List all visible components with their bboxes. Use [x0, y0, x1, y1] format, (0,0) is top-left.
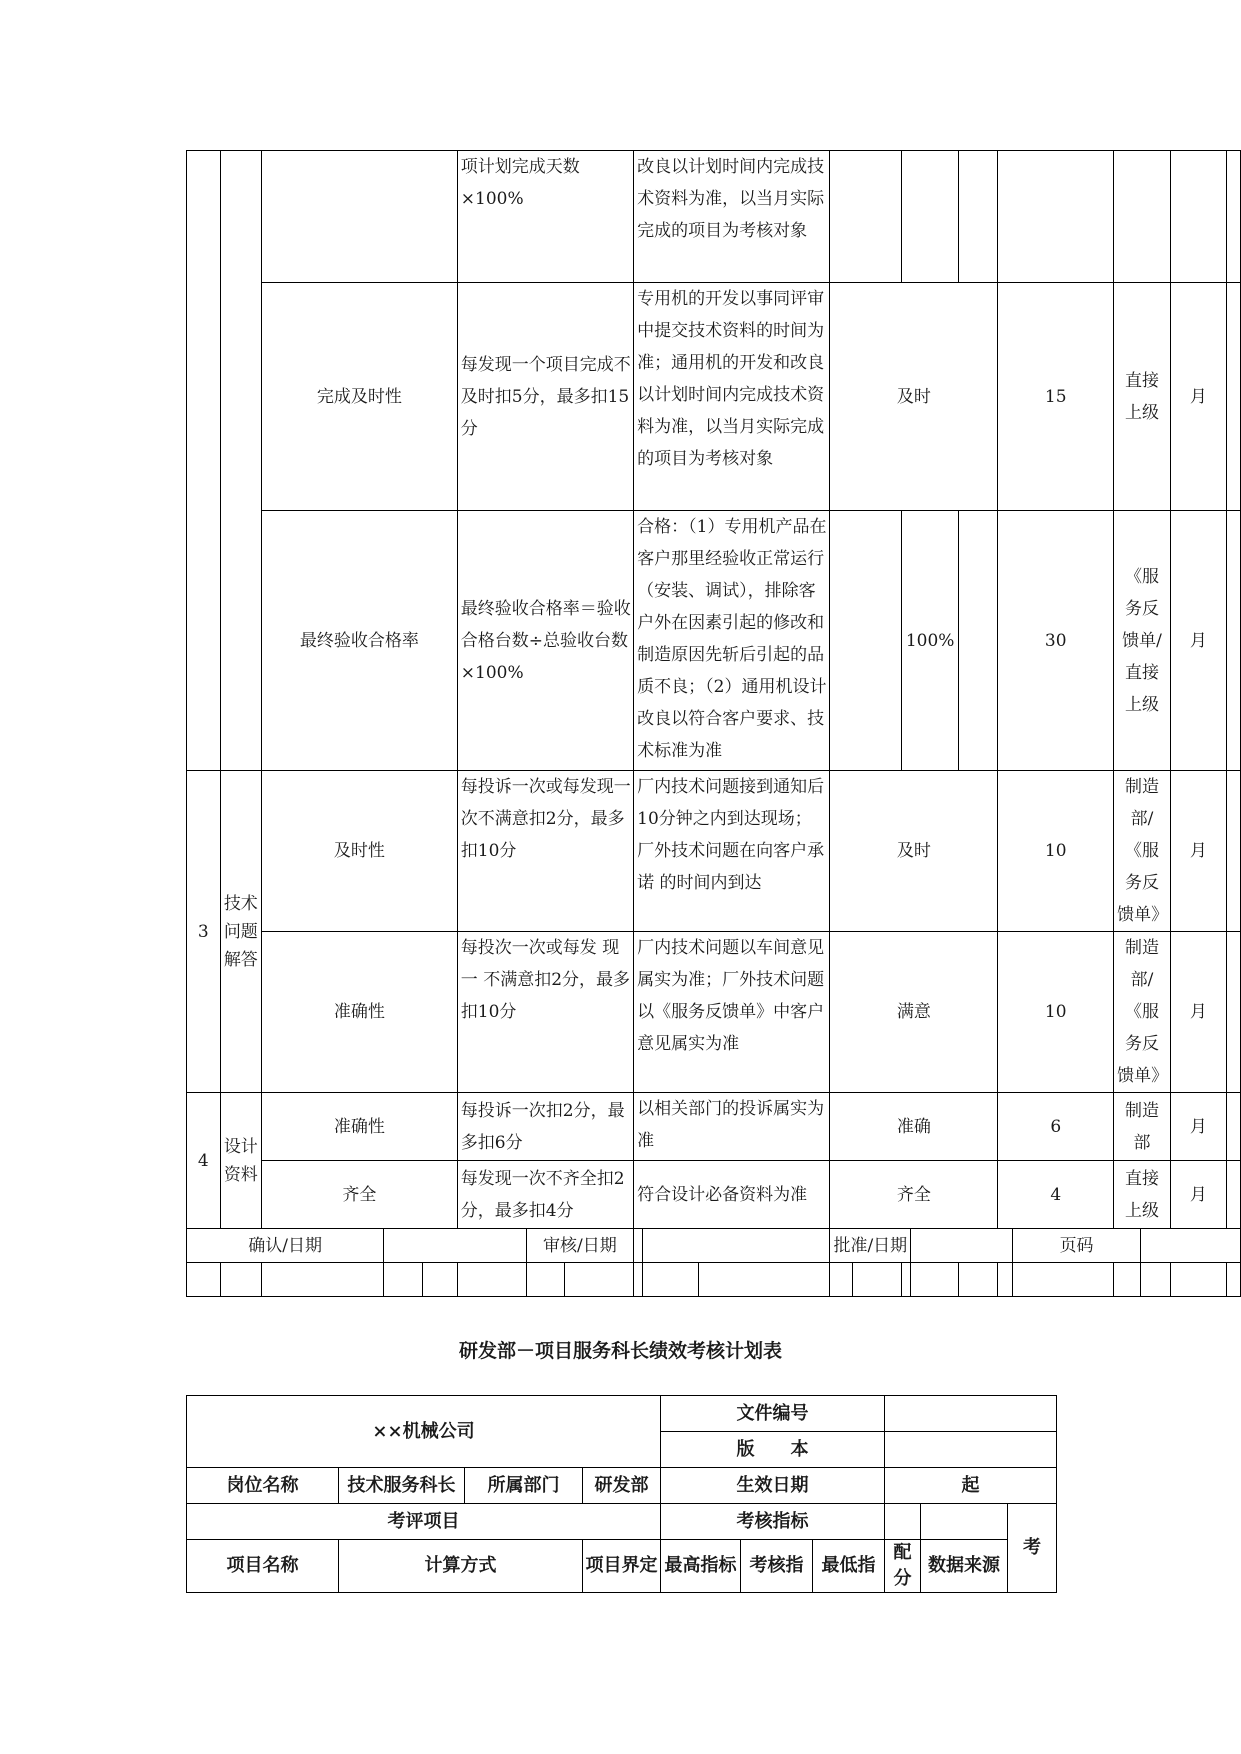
col-header: 考核指: [741, 1540, 813, 1593]
group-cell: [220, 151, 261, 771]
position-value: 技术服务科长: [339, 1468, 465, 1504]
score-cell: [998, 151, 1114, 283]
min-target-cell: [959, 151, 998, 283]
source-cell: [1114, 151, 1171, 283]
target-cell: 及时: [830, 771, 998, 932]
scope-cell: 厂内技术问题接到通知后10分钟之内到达现场；厂外技术问题在向客户承诺 的时间内到达: [634, 771, 830, 932]
col-header: 项目名称: [187, 1540, 339, 1593]
eval-index-header: 考核指标: [661, 1504, 885, 1540]
approve-date-label: 批准/日期: [830, 1229, 911, 1263]
blank-header: [885, 1504, 921, 1540]
item-cell: 准确性: [262, 1093, 458, 1161]
review-date-label: 审核/日期: [526, 1229, 634, 1263]
signature-row: [187, 1229, 1241, 1263]
target-cell: [902, 151, 959, 283]
blank-header: [921, 1504, 1008, 1540]
calc-method-cell: 项计划完成天数×100%: [457, 151, 633, 283]
score-cell: 4: [998, 1161, 1114, 1229]
table-row: [187, 151, 1241, 283]
calc-method-cell: 最终验收合格率＝验收合格台数÷总验收台数×100%: [457, 511, 633, 771]
max-target-cell: [830, 151, 902, 283]
edge-cell: [1226, 1093, 1240, 1161]
score-cell: 30: [998, 511, 1114, 771]
table-row: [187, 1161, 1241, 1229]
exam-header: 考: [1008, 1504, 1057, 1593]
score-cell: 6: [998, 1093, 1114, 1161]
score-cell: 10: [998, 932, 1114, 1093]
item-cell: 准确性: [262, 932, 458, 1093]
source-cell: 《服务反馈单/直接上级: [1114, 511, 1171, 771]
source-cell: 制造部: [1114, 1093, 1171, 1161]
source-cell: 直接上级: [1114, 283, 1171, 511]
department-value: 研发部: [583, 1468, 661, 1504]
edge-cell: [1226, 771, 1240, 932]
cycle-cell: 月: [1170, 771, 1226, 932]
confirm-date-label: 确认/日期: [187, 1229, 384, 1263]
version-label: 版 本: [661, 1432, 885, 1468]
col-header: 数据来源: [921, 1540, 1008, 1593]
table-row: [187, 932, 1241, 1093]
position-label: 岗位名称: [187, 1468, 339, 1504]
edge-cell: [1226, 511, 1240, 771]
cycle-cell: 月: [1170, 932, 1226, 1093]
seq-cell: 3: [187, 771, 221, 1093]
calc-method-cell: 每发现一次不齐全扣2分，最多扣4分: [457, 1161, 633, 1229]
company-name: ××机械公司: [187, 1396, 661, 1468]
source-cell: 直接上级: [1114, 1161, 1171, 1229]
edge-cell: [1226, 1161, 1240, 1229]
scope-cell: 厂内技术问题以车间意见属实为准；厂外技术问题以《服务反馈单》中客户意见属实为准: [634, 932, 830, 1093]
source-cell: 制造部/《服务反馈单》: [1114, 932, 1171, 1093]
seq-cell: 4: [187, 1093, 221, 1229]
edge-cell: [1226, 151, 1240, 283]
doc-number-label: 文件编号: [661, 1396, 885, 1432]
item-cell: 最终验收合格率: [262, 511, 458, 771]
table-row: [187, 283, 1241, 511]
col-header: 最低指: [813, 1540, 885, 1593]
doc-number-value: [885, 1396, 1057, 1432]
edge-cell: [1226, 283, 1240, 511]
scope-cell: 专用机的开发以事同评审中提交技术资料的时间为准；通用机的开发和改良以计划时间内完成技术资料为准，以当月实际完成的项目为考核对象: [634, 283, 830, 511]
page-number-label: 页码: [1013, 1229, 1141, 1263]
item-cell: 完成及时性: [262, 283, 458, 511]
calc-method-cell: 每发现一个项目完成不及时扣5分，最多扣15分: [457, 283, 633, 511]
seq-cell: [187, 151, 221, 771]
empty-row: [187, 1263, 1241, 1297]
item-cell: 及时性: [262, 771, 458, 932]
min-target-cell: [959, 511, 998, 771]
cycle-cell: 月: [1170, 1093, 1226, 1161]
target-cell: 齐全: [830, 1161, 998, 1229]
eval-item-header: 考评项目: [187, 1504, 661, 1540]
review-date-value: [643, 1229, 830, 1263]
source-cell: 制造部/《服务反馈单》: [1114, 771, 1171, 932]
effective-date-value: 起: [885, 1468, 1057, 1504]
cycle-cell: 月: [1170, 283, 1226, 511]
score-cell: 15: [998, 283, 1114, 511]
item-cell: [262, 151, 458, 283]
cycle-cell: 月: [1170, 511, 1226, 771]
spacer-cell: [634, 1229, 643, 1263]
edge-cell: [1226, 932, 1240, 1093]
target-cell: 准确: [830, 1093, 998, 1161]
scope-cell: 改良以计划时间内完成技术资料为准，以当月实际完成的项目为考核对象: [634, 151, 830, 283]
col-header: 项目界定: [583, 1540, 661, 1593]
target-cell: 100%: [902, 511, 959, 771]
scope-cell: 符合设计必备资料为准: [634, 1161, 830, 1229]
table-row: [187, 1093, 1241, 1161]
col-header: 配分: [885, 1540, 921, 1593]
cycle-cell: [1170, 151, 1226, 283]
col-header: 计算方式: [339, 1540, 583, 1593]
kpi-plan-header-table: [186, 1395, 1057, 1593]
calc-method-cell: 每投诉一次扣2分，最多扣6分: [457, 1093, 633, 1161]
target-cell: 及时: [830, 283, 998, 511]
page-number-value: [1140, 1229, 1240, 1263]
target-cell: 满意: [830, 932, 998, 1093]
table-row: [187, 771, 1241, 932]
document-title: 研发部－项目服务科长绩效考核计划表: [458, 1340, 782, 1362]
kpi-table-continued: [186, 150, 1241, 1297]
effective-date-label: 生效日期: [661, 1468, 885, 1504]
calc-method-cell: 每投次一次或每发 现一 不满意扣2分，最多扣10分: [457, 932, 633, 1093]
approve-date-value: [911, 1229, 1013, 1263]
item-cell: 齐全: [262, 1161, 458, 1229]
cycle-cell: 月: [1170, 1161, 1226, 1229]
confirm-date-value: [384, 1229, 526, 1263]
scope-cell: 合格：（1）专用机产品在客户那里经验收正常运行（安装、调试），排除客户外在因素引起的修改和制造原因先斩后引起的品质不良；（2）通用机设计改良以符合客户要求、技术标准为准: [634, 511, 830, 771]
department-label: 所属部门: [465, 1468, 583, 1504]
max-target-cell: [830, 511, 902, 771]
score-cell: 10: [998, 771, 1114, 932]
col-header: 最高指标: [661, 1540, 741, 1593]
calc-method-cell: 每投诉一次或每发现一次不满意扣2分，最多扣10分: [457, 771, 633, 932]
scope-cell: 以相关部门的投诉属实为准: [634, 1093, 830, 1161]
version-value: [885, 1432, 1057, 1468]
group-name-cell: 技术问题解答: [220, 771, 261, 1093]
table-row: [187, 511, 1241, 771]
group-name-cell: 设计资料: [220, 1093, 261, 1229]
